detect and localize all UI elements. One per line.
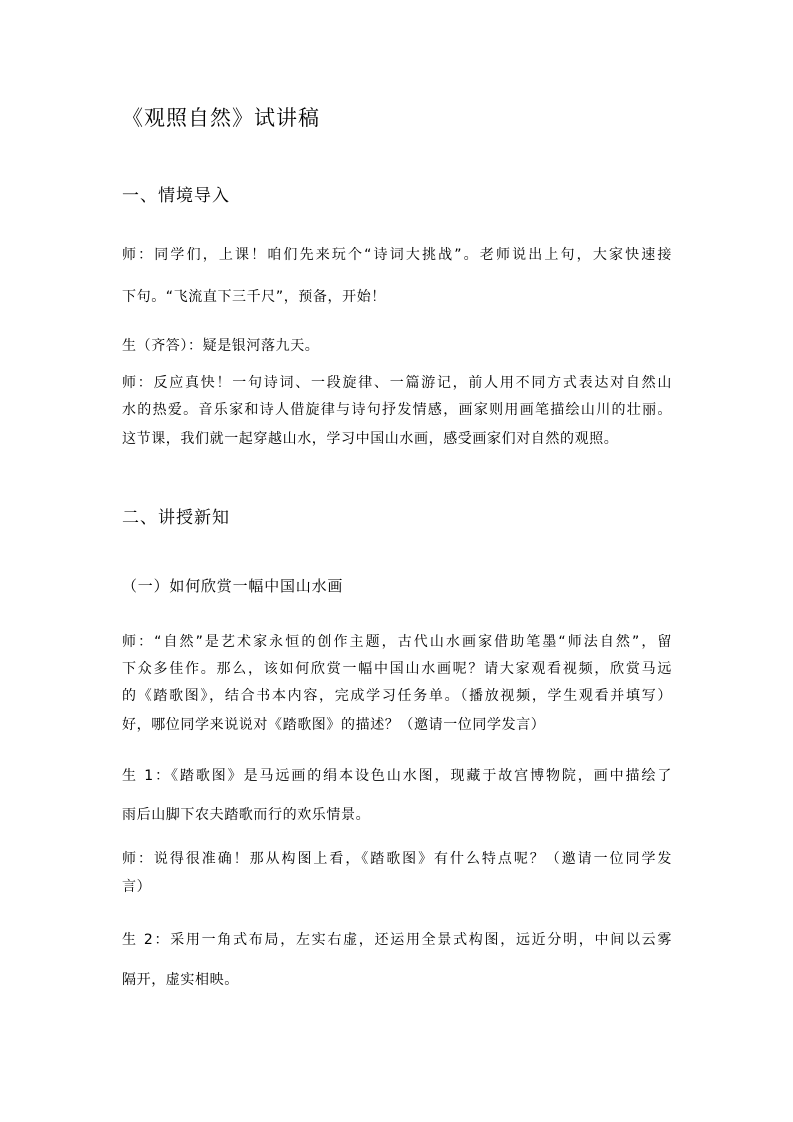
paragraph-line: 水的热爱。音乐家和诗人借旋律与诗句抒发情感，画家则用画笔描绘山川的壮丽。 bbox=[122, 402, 672, 418]
paragraph-line: 生 2：采用一角式布局，左实右虚，还运用全景式构图，远近分明，中间以云雾 bbox=[122, 932, 672, 948]
paragraph-line: 这节课，我们就一起穿越山水，学习中国山水画，感受画家们对自然的观照。 bbox=[122, 431, 619, 447]
section-heading-intro: 一、情境导入 bbox=[122, 186, 230, 206]
paragraph-line: 雨后山脚下农夫踏歌而行的欢乐情景。 bbox=[122, 807, 371, 823]
paragraph-line: 好，哪位同学来说说对《踏歌图》的描述？（邀请一位同学发言） bbox=[122, 717, 546, 733]
subsection-heading: （一）如何欣赏一幅中国山水画 bbox=[122, 577, 344, 595]
paragraph-line: 师：反应真快！一句诗词、一段旋律、一篇游记，前人用不同方式表达对自然山 bbox=[122, 375, 672, 391]
paragraph-line: 师：“自然”是艺术家永恒的创作主题，古代山水画家借助笔墨“师法自然”，留 bbox=[122, 634, 672, 650]
paragraph-line: 师：说得很准确！那从构图上看，《踏歌图》有什么特点呢？（邀请一位同学发 bbox=[122, 851, 672, 867]
paragraph-line: 的《踏歌图》，结合书本内容，完成学习任务单。（播放视频，学生观看并填写） bbox=[122, 688, 672, 704]
paragraph-line: 生（齐答）：疑是银河落九天。 bbox=[122, 338, 320, 354]
paragraph-line: 下众多佳作。那么，该如何欣赏一幅中国山水画呢？请大家观看视频，欣赏马远 bbox=[122, 661, 672, 677]
paragraph-line: 生 1：《踏歌图》是马远画的绢本设色山水图，现藏于故宫博物院，画中描绘了 bbox=[122, 768, 672, 784]
page-title: 《观照自然》试讲稿 bbox=[122, 106, 320, 130]
paragraph-line: 师：同学们，上课！咱们先来玩个“诗词大挑战”。老师说出上句，大家快速接 bbox=[122, 247, 672, 263]
paragraph-line: 隔开，虚实相映。 bbox=[122, 972, 239, 988]
paragraph-line: 言） bbox=[122, 879, 152, 895]
section-heading-new-knowledge: 二、讲授新知 bbox=[122, 508, 230, 528]
paragraph-line: 下句。“飞流直下三千尺”，预备，开始！ bbox=[122, 289, 386, 305]
